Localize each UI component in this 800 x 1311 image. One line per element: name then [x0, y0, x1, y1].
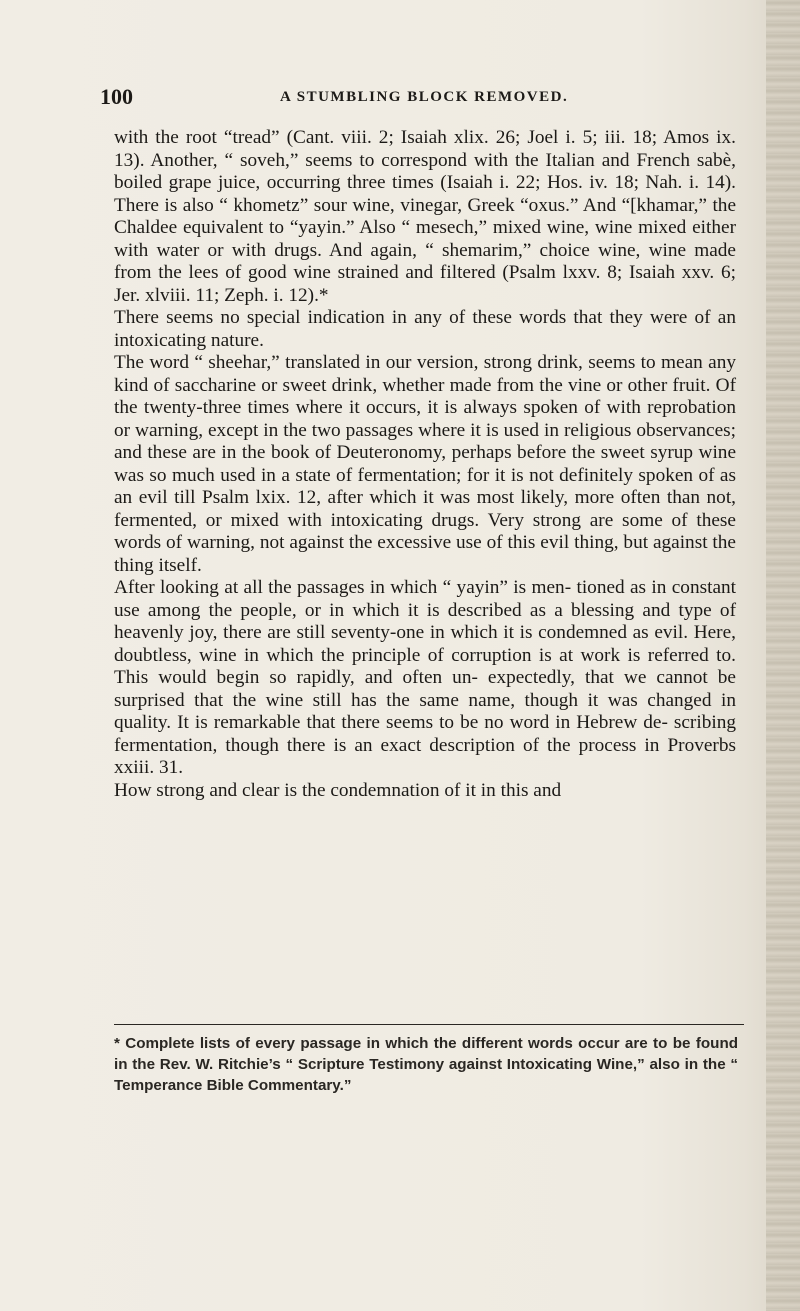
- body-text: [114, 127, 736, 802]
- paragraph-1: with the root “tread” (Cant. viii. 2; Isaiah xlix. 26; Joel i. 5; iii. 18; Amos ix. 13). Another, “ soveh,” seems to correspond with the Italian and French sabè, boiled grape juice, occurring three times (Isaiah i. 22; Hos. iv. 18; Nah. i. 14). There is also “ khometz” sour wine, vinegar, Greek “oxus.” And “[khamar,” the Chaldee equivalent to “yayin.” Also “ mesech,” mixed wine, wine mixed either with water or with drugs. And again, “ shemarim,” choice wine, wine made from the lees of good wine strained and filtered (Psalm lxxv. 8; Isaiah xxv. 6; Jer. xlviii. 11; Zeph. i. 12).*: [114, 127, 736, 306]
- page-edge-shadow: [766, 0, 800, 1311]
- paragraph-5: How strong and clear is the condemnation of it in this and: [114, 779, 562, 801]
- paragraph-2: There seems no special indication in any of these words that they were of an intoxicating nature.: [114, 307, 736, 351]
- paragraph-3: The word “ sheehar,” translated in our version, strong drink, seems to mean any kind of saccharine or sweet drink, whether made from the vine or other fruit. Of the twenty-three times where it occurs, it is always spoken of with reprobation or warning, except in the two passages where it is used in religious observances; and these are in the book of Deuteronomy, perhaps before the sweet syrup wine was so much used in a state of fermentation; for it is not definitely spoken of as an evil till Psalm lxix. 12, after which it was most likely, more often than not, fermented, or mixed with intoxicating drugs. Very strong are some of these words of warning, not against the excessive use of this evil thing, but against the thing itself.: [114, 352, 736, 576]
- footnote: * Complete lists of every passage in which the different words occur are to be found in the Rev. W. Ritchie’s “ Scripture Testimony against Intoxicating Wine,” also in the “ Temperance Bible Commentary.”: [114, 1035, 738, 1094]
- page-header: [100, 84, 740, 114]
- footnote-rule: [114, 1024, 744, 1025]
- page-number: 100: [100, 84, 133, 109]
- paragraph-4: After looking at all the passages in which “ yayin” is men- tioned as in constant use among the people, or in which it is described as a blessing and type of heavenly joy, there are still seventy-one in which it is condemned as evil. Here, doubtless, wine in which the principle of corruption is at work is referred to. This would begin so rapidly, and often un- expectedly, that we cannot be surprised that the wine still has the same name, though it was changed in quality. It is remarkable that there seems to be no word in Hebrew de- scribing fermentation, though there is an exact description of the process in Proverbs xxiii. 31.: [114, 577, 736, 778]
- running-head: A STUMBLING BLOCK REMOVED.: [280, 89, 569, 105]
